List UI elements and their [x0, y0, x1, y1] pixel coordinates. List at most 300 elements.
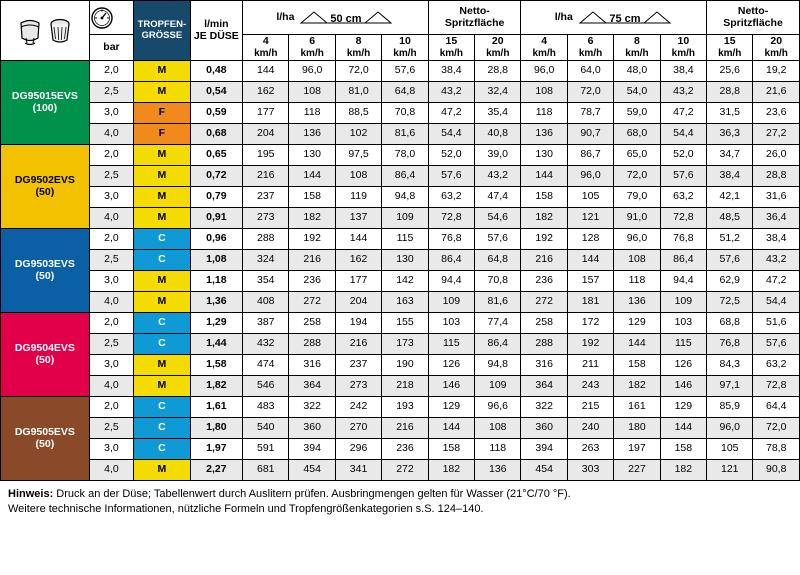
bar-value: 4,0 [89, 124, 133, 145]
rate-50-value: 591 [243, 439, 289, 460]
rate-75-value: 57,6 [707, 250, 753, 271]
rate-75-value: 19,2 [753, 61, 800, 82]
rate-50-value: 28,8 [475, 61, 521, 82]
rate-50-value: 81,6 [382, 124, 428, 145]
rate-50-value: 115 [428, 334, 474, 355]
rate-75-value: 23,6 [753, 103, 800, 124]
lha-75-label: l/ha [554, 10, 573, 23]
speed-value: 15 [445, 35, 458, 48]
speed-unit: km/h [764, 47, 788, 59]
rate-50-value: 193 [382, 397, 428, 418]
droplet-size-value: C [134, 439, 190, 460]
rate-75-value: 263 [567, 439, 613, 460]
rate-50-value: 40,8 [475, 124, 521, 145]
table-row [1, 397, 800, 418]
rate-50-value: 540 [243, 418, 289, 439]
rate-75-value: 52,0 [660, 145, 706, 166]
rate-75-value: 105 [707, 439, 753, 460]
nozzle-group-label[interactable] [1, 397, 90, 481]
rate-50-value: 190 [382, 355, 428, 376]
rate-75-value: 79,0 [614, 187, 660, 208]
droplet-size-value: M [134, 61, 190, 82]
nozzle-size: (50) [35, 269, 55, 282]
nozzle-name: DG9504EVS [14, 341, 75, 354]
rate-50-value: 258 [289, 313, 335, 334]
rate-50-value: 38,4 [428, 61, 474, 82]
lmin-value: 1,36 [190, 292, 242, 313]
droplet-size-value: C [134, 334, 190, 355]
rate-75-value: 146 [660, 376, 706, 397]
rate-75-value: 90,8 [753, 460, 800, 481]
rate-50-value: 57,6 [475, 229, 521, 250]
rate-75-value: 57,6 [753, 334, 800, 355]
rate-75-value: 182 [614, 376, 660, 397]
rate-75-value: 42,1 [707, 187, 753, 208]
rate-50-value: 216 [382, 418, 428, 439]
bar-value: 2,0 [89, 61, 133, 82]
rate-50-value: 155 [382, 313, 428, 334]
rate-75-value: 36,3 [707, 124, 753, 145]
rate-75-value: 97,1 [707, 376, 753, 397]
rate-50-value: 144 [243, 61, 289, 82]
lmin-value: 0,65 [190, 145, 242, 166]
rate-75-value: 364 [521, 376, 567, 397]
speed-unit: km/h [578, 47, 603, 59]
speed-unit: km/h [346, 47, 371, 59]
rate-75-value: 25,6 [707, 61, 753, 82]
rate-75-value: 115 [660, 334, 706, 355]
rate-75-value: 197 [614, 439, 660, 460]
speed-value: 8 [634, 35, 640, 48]
nozzle-group-label[interactable] [1, 313, 90, 397]
speed-header-75-2 [614, 35, 660, 61]
bar-value: 2,0 [89, 145, 133, 166]
rate-75-value: 57,6 [660, 166, 706, 187]
netto-75-label-2: Spritzfläche [723, 16, 783, 29]
rate-75-value: 28,8 [753, 166, 800, 187]
speed-header-50-4 [428, 35, 474, 61]
rate-50-value: 273 [335, 376, 381, 397]
rate-75-value: 158 [660, 439, 706, 460]
rate-50-value: 546 [243, 376, 289, 397]
rate-50-value: 96,6 [475, 397, 521, 418]
speed-unit: km/h [486, 47, 510, 59]
rate-50-value: 54,6 [475, 208, 521, 229]
table-row [1, 187, 800, 208]
lmin-label-2: JE DÜSE [193, 29, 239, 42]
rate-50-value: 324 [243, 250, 289, 271]
rate-50-value: 195 [243, 145, 289, 166]
rate-75-value: 72,8 [660, 208, 706, 229]
rate-75-value: 54,4 [660, 124, 706, 145]
rate-50-value: 360 [289, 418, 335, 439]
rate-75-value: 136 [614, 292, 660, 313]
droplet-size-value: C [134, 397, 190, 418]
netto-50-label-1: Netto- [459, 4, 490, 17]
rate-75-value: 59,0 [614, 103, 660, 124]
speed-unit: km/h [625, 47, 649, 59]
rate-50-value: 162 [243, 82, 289, 103]
nozzle-name: DG95015EVS [11, 89, 78, 102]
rate-50-value: 142 [382, 271, 428, 292]
rate-75-value: 72,5 [707, 292, 753, 313]
rate-75-value: 288 [521, 334, 567, 355]
speed-value: 8 [355, 35, 362, 48]
rate-50-value: 47,2 [428, 103, 474, 124]
rate-50-value: 137 [335, 208, 381, 229]
rate-50-value: 94,8 [382, 187, 428, 208]
rate-75-value: 38,4 [660, 61, 706, 82]
rate-75-value: 38,4 [753, 229, 800, 250]
rate-75-value: 28,8 [707, 82, 753, 103]
rate-50-value: 126 [428, 355, 474, 376]
rate-75-value: 76,8 [660, 229, 706, 250]
svg-text:75 cm: 75 cm [609, 12, 641, 25]
rate-75-value: 161 [614, 397, 660, 418]
rate-50-value: 272 [382, 460, 428, 481]
rate-50-value: 162 [335, 250, 381, 271]
rate-50-value: 35,4 [475, 103, 521, 124]
droplet-size-label-2: GRÖSSE [141, 29, 183, 41]
rate-75-value: 454 [521, 460, 567, 481]
bar-value: 2,5 [89, 166, 133, 187]
bar-value: 2,5 [89, 418, 133, 439]
rate-75-value: 76,8 [707, 334, 753, 355]
rate-75-value: 211 [567, 355, 613, 376]
rate-50-value: 136 [475, 460, 521, 481]
rate-75-value: 136 [521, 124, 567, 145]
speed-value: 4 [262, 35, 269, 48]
speed-value: 4 [541, 35, 548, 48]
droplet-size-value: M [134, 271, 190, 292]
droplet-size-value: M [134, 82, 190, 103]
speed-value: 6 [309, 35, 316, 48]
rate-50-value: 192 [289, 229, 335, 250]
bar-value: 4,0 [89, 292, 133, 313]
lha-50-label: l/ha [276, 10, 295, 23]
bar-value: 3,0 [89, 355, 133, 376]
nozzle-name: DG9503EVS [14, 257, 75, 270]
spacing-triangle-50-icon [298, 10, 394, 26]
rate-75-value: 51,6 [753, 313, 800, 334]
rate-75-value: 65,0 [614, 145, 660, 166]
rate-75-value: 48,5 [707, 208, 753, 229]
rate-50-value: 216 [243, 166, 289, 187]
rate-75-value: 43,2 [753, 250, 800, 271]
rate-75-value: 240 [567, 418, 613, 439]
table-row [1, 271, 800, 292]
rate-75-value: 322 [521, 397, 567, 418]
droplet-size-value: C [134, 313, 190, 334]
rate-50-value: 57,6 [382, 61, 428, 82]
rate-75-value: 63,2 [753, 355, 800, 376]
table-row [1, 334, 800, 355]
rate-75-value: 144 [660, 418, 706, 439]
spacing-triangle-75-icon [577, 10, 673, 26]
droplet-size-label-1: TROPFEN- [137, 19, 187, 31]
rate-50-value: 474 [243, 355, 289, 376]
bar-value: 3,0 [89, 439, 133, 460]
rate-50-value: 681 [243, 460, 289, 481]
rate-75-value: 90,7 [567, 124, 613, 145]
bar-value: 4,0 [89, 376, 133, 397]
rate-50-value: 109 [382, 208, 428, 229]
rate-75-value: 64,4 [753, 397, 800, 418]
rate-75-value: 86,4 [660, 250, 706, 271]
rate-50-value: 270 [335, 418, 381, 439]
speed-header-50-1 [289, 35, 335, 61]
bar-unit-header: bar [89, 35, 133, 61]
rate-50-value: 288 [289, 334, 335, 355]
speed-unit: km/h [254, 47, 278, 59]
rate-75-value: 96,0 [614, 229, 660, 250]
rate-75-value: 34,7 [707, 145, 753, 166]
rate-50-value: 78,0 [382, 145, 428, 166]
rate-75-value: 144 [521, 166, 567, 187]
rate-50-value: 146 [428, 376, 474, 397]
lmin-value: 1,80 [190, 418, 242, 439]
rate-50-value: 81,0 [335, 82, 381, 103]
table-row [1, 103, 800, 124]
rate-50-value: 130 [382, 250, 428, 271]
rate-50-value: 118 [475, 439, 521, 460]
lha-75-header [521, 1, 707, 35]
rate-50-value: 88,5 [335, 103, 381, 124]
rate-50-value: 454 [289, 460, 335, 481]
nozzle-group-label[interactable] [1, 145, 90, 229]
droplet-size-value: C [134, 229, 190, 250]
rate-50-value: 144 [428, 418, 474, 439]
rate-75-value: 215 [567, 397, 613, 418]
droplet-size-value: M [134, 187, 190, 208]
lmin-value: 0,59 [190, 103, 242, 124]
rate-50-value: 177 [335, 271, 381, 292]
rate-75-value: 94,4 [660, 271, 706, 292]
rate-50-value: 182 [289, 208, 335, 229]
rate-75-value: 360 [521, 418, 567, 439]
rate-50-value: 288 [243, 229, 289, 250]
rate-75-value: 182 [660, 460, 706, 481]
rate-75-value: 31,5 [707, 103, 753, 124]
rate-50-value: 296 [335, 439, 381, 460]
lmin-value: 0,54 [190, 82, 242, 103]
bar-value: 2,0 [89, 229, 133, 250]
rate-50-value: 64,8 [382, 82, 428, 103]
speed-value: 20 [770, 35, 783, 48]
rate-75-value: 78,7 [567, 103, 613, 124]
netto-50-header [428, 1, 521, 35]
rate-75-value: 48,0 [614, 61, 660, 82]
rate-75-value: 243 [567, 376, 613, 397]
nozzle-name: DG9502EVS [14, 173, 75, 186]
lmin-value: 1,29 [190, 313, 242, 334]
rate-75-value: 96,0 [707, 418, 753, 439]
rate-50-value: 177 [243, 103, 289, 124]
table-row [1, 292, 800, 313]
table-header-row-1 [1, 1, 800, 35]
speed-value: 10 [677, 35, 690, 48]
lha-50-header [243, 1, 429, 35]
rate-50-value: 316 [289, 355, 335, 376]
rate-75-value: 144 [614, 334, 660, 355]
rate-75-value: 85,9 [707, 397, 753, 418]
rate-50-value: 408 [243, 292, 289, 313]
lmin-value: 1,97 [190, 439, 242, 460]
rate-50-value: 76,8 [428, 229, 474, 250]
rate-75-value: 78,8 [753, 439, 800, 460]
rate-75-value: 130 [521, 145, 567, 166]
bar-value: 4,0 [89, 208, 133, 229]
rate-75-value: 108 [521, 82, 567, 103]
bar-value: 4,0 [89, 460, 133, 481]
rate-75-value: 216 [521, 250, 567, 271]
rate-50-value: 43,2 [475, 166, 521, 187]
rate-50-value: 218 [382, 376, 428, 397]
rate-75-value: 84,3 [707, 355, 753, 376]
rate-75-value: 227 [614, 460, 660, 481]
rate-75-value: 181 [567, 292, 613, 313]
nozzle-group-label[interactable] [1, 229, 90, 313]
rate-75-value: 121 [707, 460, 753, 481]
rate-75-value: 103 [660, 313, 706, 334]
rate-50-value: 32,4 [475, 82, 521, 103]
rate-75-value: 68,8 [707, 313, 753, 334]
lmin-value: 1,18 [190, 271, 242, 292]
rate-75-value: 121 [567, 208, 613, 229]
table-row [1, 145, 800, 166]
bar-value: 3,0 [89, 103, 133, 124]
bar-value: 2,5 [89, 334, 133, 355]
rate-50-value: 102 [335, 124, 381, 145]
rate-75-value: 86,7 [567, 145, 613, 166]
rate-50-value: 130 [289, 145, 335, 166]
rate-75-value: 126 [660, 355, 706, 376]
rate-50-value: 108 [335, 166, 381, 187]
droplet-size-value: C [134, 418, 190, 439]
rate-75-value: 303 [567, 460, 613, 481]
footnote-text-1: Druck an der Düse; Tabellenwert durch Auslitern prüfen. Ausbringmengen gelten für Wasser (21°C/70 °F). [56, 488, 571, 500]
rate-75-value: 394 [521, 439, 567, 460]
rate-50-value: 216 [289, 250, 335, 271]
rate-50-value: 109 [475, 376, 521, 397]
rate-75-value: 21,6 [753, 82, 800, 103]
rate-75-value: 144 [567, 250, 613, 271]
rate-50-value: 81,6 [475, 292, 521, 313]
droplet-size-value: M [134, 208, 190, 229]
rate-75-value: 316 [521, 355, 567, 376]
rate-75-value: 31,6 [753, 187, 800, 208]
table-row [1, 418, 800, 439]
rate-50-value: 70,8 [475, 271, 521, 292]
rate-75-value: 109 [660, 292, 706, 313]
speed-value: 10 [399, 35, 411, 48]
rate-75-value: 36,4 [753, 208, 800, 229]
rate-50-value: 237 [335, 355, 381, 376]
netto-50-label-2: Spritzfläche [444, 16, 505, 29]
table-row [1, 82, 800, 103]
bar-value: 2,5 [89, 250, 133, 271]
lmin-header [190, 1, 242, 61]
rate-75-value: 72,0 [753, 418, 800, 439]
rate-50-value: 204 [243, 124, 289, 145]
lmin-value: 0,68 [190, 124, 242, 145]
droplet-size-value: M [134, 292, 190, 313]
footnote-line-2: Weitere technische Informationen, nützliche Formeln und Tropfengrößenkategorien s.S. 124–140. [8, 502, 484, 515]
rate-75-value: 258 [521, 313, 567, 334]
rate-75-value: 118 [614, 271, 660, 292]
rate-75-value: 157 [567, 271, 613, 292]
bar-value: 3,0 [89, 271, 133, 292]
rate-50-value: 118 [289, 103, 335, 124]
footnote-label: Hinweis: [8, 488, 54, 500]
rate-75-value: 182 [521, 208, 567, 229]
rate-75-value: 158 [614, 355, 660, 376]
lmin-value: 0,96 [190, 229, 242, 250]
rate-75-value: 105 [567, 187, 613, 208]
rate-50-value: 70,8 [382, 103, 428, 124]
rate-50-value: 237 [243, 187, 289, 208]
rate-75-value: 26,0 [753, 145, 800, 166]
rate-50-value: 97,5 [335, 145, 381, 166]
rate-50-value: 204 [335, 292, 381, 313]
rate-50-value: 86,4 [428, 250, 474, 271]
rate-50-value: 354 [243, 271, 289, 292]
rate-50-value: 364 [289, 376, 335, 397]
droplet-size-value: M [134, 145, 190, 166]
rate-50-value: 72,0 [335, 61, 381, 82]
table-row [1, 61, 800, 82]
table-row [1, 376, 800, 397]
rate-50-value: 236 [289, 271, 335, 292]
rate-75-value: 43,2 [660, 82, 706, 103]
footnote-line-1 [8, 487, 792, 502]
rate-50-value: 52,0 [428, 145, 474, 166]
bar-value: 3,0 [89, 187, 133, 208]
rate-50-value: 94,8 [475, 355, 521, 376]
rate-50-value: 94,4 [428, 271, 474, 292]
rate-50-value: 432 [243, 334, 289, 355]
lmin-value: 0,79 [190, 187, 242, 208]
speed-unit: km/h [300, 47, 324, 59]
lmin-value: 1,08 [190, 250, 242, 271]
lmin-value: 2,27 [190, 460, 242, 481]
rate-75-value: 129 [614, 313, 660, 334]
nozzle-size: (50) [35, 437, 55, 450]
rate-50-value: 173 [382, 334, 428, 355]
rate-50-value: 158 [289, 187, 335, 208]
rate-75-value: 118 [521, 103, 567, 124]
table-row [1, 313, 800, 334]
speed-header-50-0 [243, 35, 289, 61]
droplet-size-value: C [134, 250, 190, 271]
table-row [1, 166, 800, 187]
rate-75-value: 72,8 [753, 376, 800, 397]
rate-75-value: 192 [567, 334, 613, 355]
pressure-gauge-icon [90, 6, 133, 30]
lmin-value: 0,72 [190, 166, 242, 187]
rate-50-value: 119 [335, 187, 381, 208]
rate-50-value: 96,0 [289, 61, 335, 82]
rate-75-value: 38,4 [707, 166, 753, 187]
rate-50-value: 394 [289, 439, 335, 460]
nozzle-size: (100) [32, 101, 58, 114]
speed-unit: km/h [532, 47, 556, 59]
nozzle-group-label[interactable] [1, 61, 90, 145]
rate-50-value: 63,2 [428, 187, 474, 208]
bar-value: 2,5 [89, 82, 133, 103]
rate-75-value: 72,0 [567, 82, 613, 103]
speed-unit: km/h [393, 47, 417, 59]
